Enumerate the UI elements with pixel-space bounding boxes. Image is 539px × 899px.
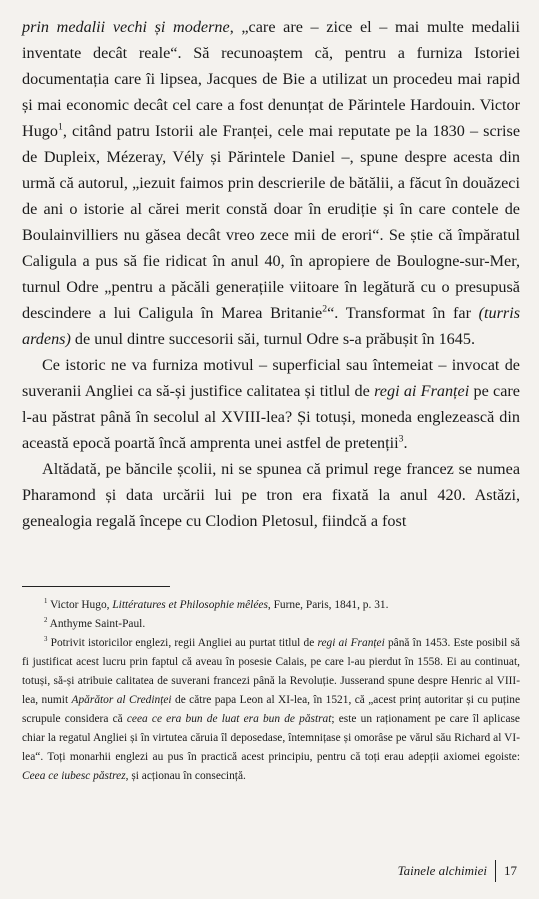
- paragraph: [22, 14, 520, 352]
- text-run: Potrivit istoricilor englezi, regii Angliei au purtat titlul de: [47, 637, 318, 649]
- footnote: [22, 615, 520, 634]
- main-text: [22, 14, 520, 534]
- paragraph: [22, 352, 520, 456]
- text-run: de unul dintre succesorii săi, turnul Odre s-a prăbușit în 1645.: [70, 330, 476, 348]
- text-run: “. Transformat în far: [327, 304, 479, 322]
- footnote: [22, 634, 520, 786]
- italic-text: prin medalii vechi și moderne: [22, 18, 230, 36]
- text-run: Anthyme Saint-Paul.: [47, 618, 146, 630]
- italic-text: regi ai Franței: [374, 382, 470, 400]
- italic-text: Littératures et Philosophie mêlées: [112, 599, 268, 611]
- footnote-ref: 1: [57, 121, 63, 133]
- footnotes: [22, 596, 520, 786]
- text-run: pe care l-au păstrat până în secolul al XVIII-lea? Și totuși, moneda englezească din această epocă poartă încă amprenta unei astfel de pretenții: [22, 382, 520, 452]
- text-run: ; este un raționament pe care îl aplicase chiar la regatul Angliei și în virtutea căruia îl deposedase, întemnițase și omorâse pe vărul său Richard al VI-lea“. Toți monarhii englezi au pus în practică acest principiu, pentru că toți erau adepții axiomei egoiste:: [22, 713, 520, 763]
- text-run: .: [403, 434, 408, 452]
- text-run: , Furne, Paris, 1841, p. 31.: [267, 599, 389, 611]
- footnote-ref: 3: [44, 636, 48, 644]
- text-run: , „care are – zice el – mai multe medalii inventate decât reale“. Să recunoaștem că, pentru a furniza Istoriei documentația care îi lipsea, Jacques de Bie a utilizat un procedeu mai rapid și mai economic decât cel care a fost denunțat de Părintele Hardouin. Victor Hugo: [22, 18, 520, 140]
- footnote-ref: 2: [44, 617, 48, 625]
- footer-divider: [495, 860, 496, 882]
- footnote-ref: 1: [44, 598, 48, 606]
- text-run: Altădată, pe băncile școlii, ni se spunea că primul rege francez se numea Pharamond și data urcării lui pe tron era fixată la anul 420. Astăzi, genealogia regală începe cu Clodion Pletosul, fiindcă a fost: [22, 460, 520, 530]
- italic-text: ceea ce era bun de luat era bun de păstrat: [126, 713, 332, 725]
- text-run: , și acționau în consecință.: [125, 770, 246, 782]
- italic-text: (turris ardens): [22, 304, 520, 348]
- text-run: , citând patru Istorii ale Franței, cele mai reputate pe la 1830 – scrise de Dupleix, Mézeray, Vély și Părintele Daniel –, spune despre acesta din urmă că autorul, „iezuit faimos prin descrierile de bătălii, a făcut în douăzeci de ani o istorie al cărei merit constă doar în erudiție și în care contele de Boulainvilliers nu găsea decât vreo zece mii de erori“. Se știe că împăratul Caligula a pus să fie ridicat în anul 40, în apropiere de Boulogne-sur-Mer, turnul Odre „pentru a păcăli generațiile viitoare în legătură cu o presupusă descindere a lui Caligula în Marea Britanie: [22, 122, 520, 322]
- page-number: 17: [504, 863, 517, 878]
- footnote: [22, 596, 520, 615]
- text-run: Victor Hugo,: [47, 599, 113, 611]
- footnote-ref: 3: [398, 433, 404, 445]
- page-footer: [398, 860, 517, 882]
- italic-text: regi ai Franței: [317, 637, 385, 649]
- text-run: Ce istoric ne va furniza motivul – superficial sau întemeiat – invocat de suveranii Angliei ca să-și justifice calitatea și titlul de: [22, 356, 520, 400]
- paragraph: [22, 456, 520, 534]
- footnote-ref: 2: [322, 303, 328, 315]
- italic-text: Apărător al Credinței: [71, 694, 172, 706]
- italic-text: Ceea ce iubesc păstrez: [22, 770, 126, 782]
- footnote-separator: [22, 586, 170, 587]
- text-run: de către papa Leon al XI-lea, în 1521, că „acest prinț autoritar și cu puține scrupule considera că: [22, 694, 520, 725]
- text-run: până în 1453. Este posibil să fi justificat acest lucru prin faptul că aveau în posesie Calais, pe care l-au pierdut în 1558. Ei au continuat, totuși, să-și atribuie calitatea de suverani francezi până la Revoluție. Jusserand spune despre Henric al VIII-lea, numit: [22, 637, 520, 706]
- running-title: Tainele alchimiei: [397, 863, 487, 878]
